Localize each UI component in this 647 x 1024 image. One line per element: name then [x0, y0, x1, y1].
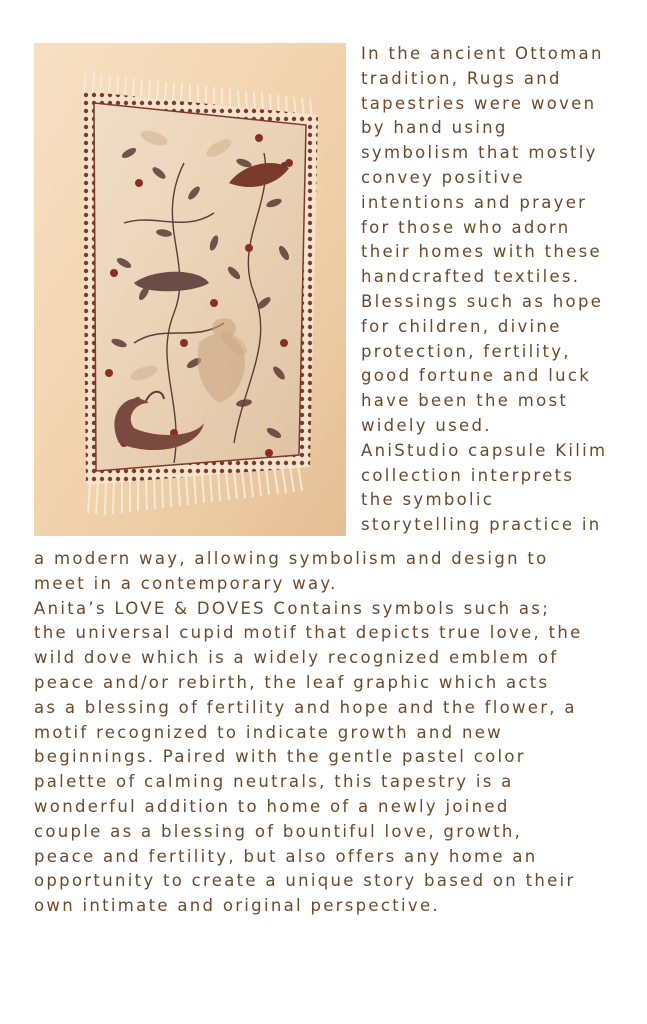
side-text-line: protection, fertility, [361, 341, 571, 361]
side-text-line: good fortune and luck [361, 366, 592, 386]
side-text-line: symbolism that mostly [361, 143, 598, 163]
side-text-line: tradition, Rugs and [361, 68, 562, 88]
body-text-line: meet in a contemporary way. [34, 573, 338, 593]
side-text-line: Blessings such as hope [361, 292, 604, 311]
side-text-line: intentions and prayer [361, 192, 588, 212]
side-text-line: In the ancient Ottoman [361, 44, 604, 63]
body-text-line: couple as a blessing of bountiful love, growth, [34, 821, 523, 841]
side-text-line: for children, divine [361, 316, 562, 336]
body-text-line: a modern way, allowing symbolism and design to [34, 549, 549, 568]
side-text-line: convey positive [361, 168, 525, 187]
body-text-line: palette of calming neutrals, this tapestry is a [34, 772, 514, 792]
body-text-line: beginnings. Paired with the gentle pastel color [34, 747, 526, 767]
body-text-line: Anita’s LOVE & DOVES Contains symbols such as; [34, 598, 551, 618]
side-text-line: the symbolic [361, 490, 495, 510]
body-text-line: peace and fertility, but also offers any home an [34, 846, 538, 866]
body-text-line: the universal cupid motif that depicts true love, the [34, 623, 583, 643]
side-text-line: AniStudio capsule Kilim [361, 440, 608, 460]
side-text-line: for those who adorn [361, 217, 571, 237]
body-text-line: wild dove which is a widely recognized emblem of [34, 648, 559, 668]
side-text-line: by hand using [361, 118, 508, 138]
body-text-line: wonderful addition to home of a newly joined [34, 797, 510, 816]
side-text-line: their homes with these [361, 242, 602, 262]
side-text-line: tapestries were woven [361, 93, 597, 113]
body-text-line: own intimate and original perspective. [34, 896, 440, 916]
body-text-line: as a blessing of fertility and hope and the flower, a [34, 697, 577, 717]
tapestry-photo [34, 43, 346, 536]
side-text-line: collection interprets [361, 465, 575, 485]
body-text-line: motif recognized to indicate growth and new [34, 722, 503, 742]
side-text-line: have been the most [361, 391, 569, 411]
side-text-line: widely used. [361, 416, 492, 435]
side-text-line: storytelling practice in [361, 515, 602, 535]
body-text-line: opportunity to create a unique story based on their [34, 871, 576, 891]
side-text-line: handcrafted textiles. [361, 267, 581, 287]
body-text-line: peace and/or rebirth, the leaf graphic which acts [34, 673, 550, 692]
tapestry-illustration [34, 43, 346, 536]
